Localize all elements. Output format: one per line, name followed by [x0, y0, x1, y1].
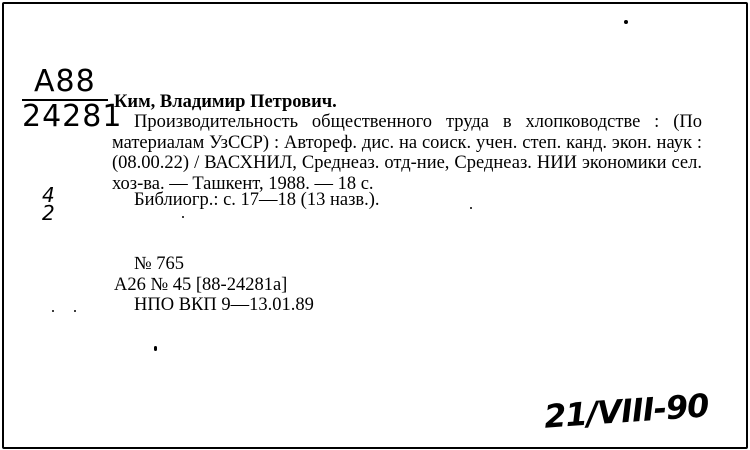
handwritten-date: 21/VIII-90	[542, 386, 710, 436]
inventory-line: А26 № 45 [88-24281а]	[114, 275, 288, 295]
title-description: Производительность общественного труда в хлопководстве : (По материалам УзССР) : Автореф. дис. на соиск. учен. степ. канд. экон. наук : (08.00.22) / ВАСХНИЛ, Среднеаз. отд-ние, Среднеаз. НИИ экономики сел. хоз-ва. — Ташкент, 1988. — 18 с.	[112, 112, 702, 194]
catalog-card	[2, 2, 748, 449]
call-number-bottom: 24281	[22, 99, 123, 134]
speck	[74, 310, 76, 312]
author-heading: Ким, Владимир Петрович.	[114, 92, 337, 112]
speck	[624, 20, 628, 24]
speck	[182, 216, 184, 218]
speck	[52, 310, 54, 312]
speck	[154, 346, 157, 351]
bibliography-note: Библиогр.: с. 17—18 (13 назв.).	[134, 190, 380, 210]
call-number-top: A88	[34, 64, 96, 99]
record-number: № 765	[134, 254, 185, 274]
margin-note: 4 2	[42, 183, 55, 225]
registration-line: НПО ВКП 9—13.01.89	[134, 295, 314, 315]
speck	[470, 207, 472, 209]
